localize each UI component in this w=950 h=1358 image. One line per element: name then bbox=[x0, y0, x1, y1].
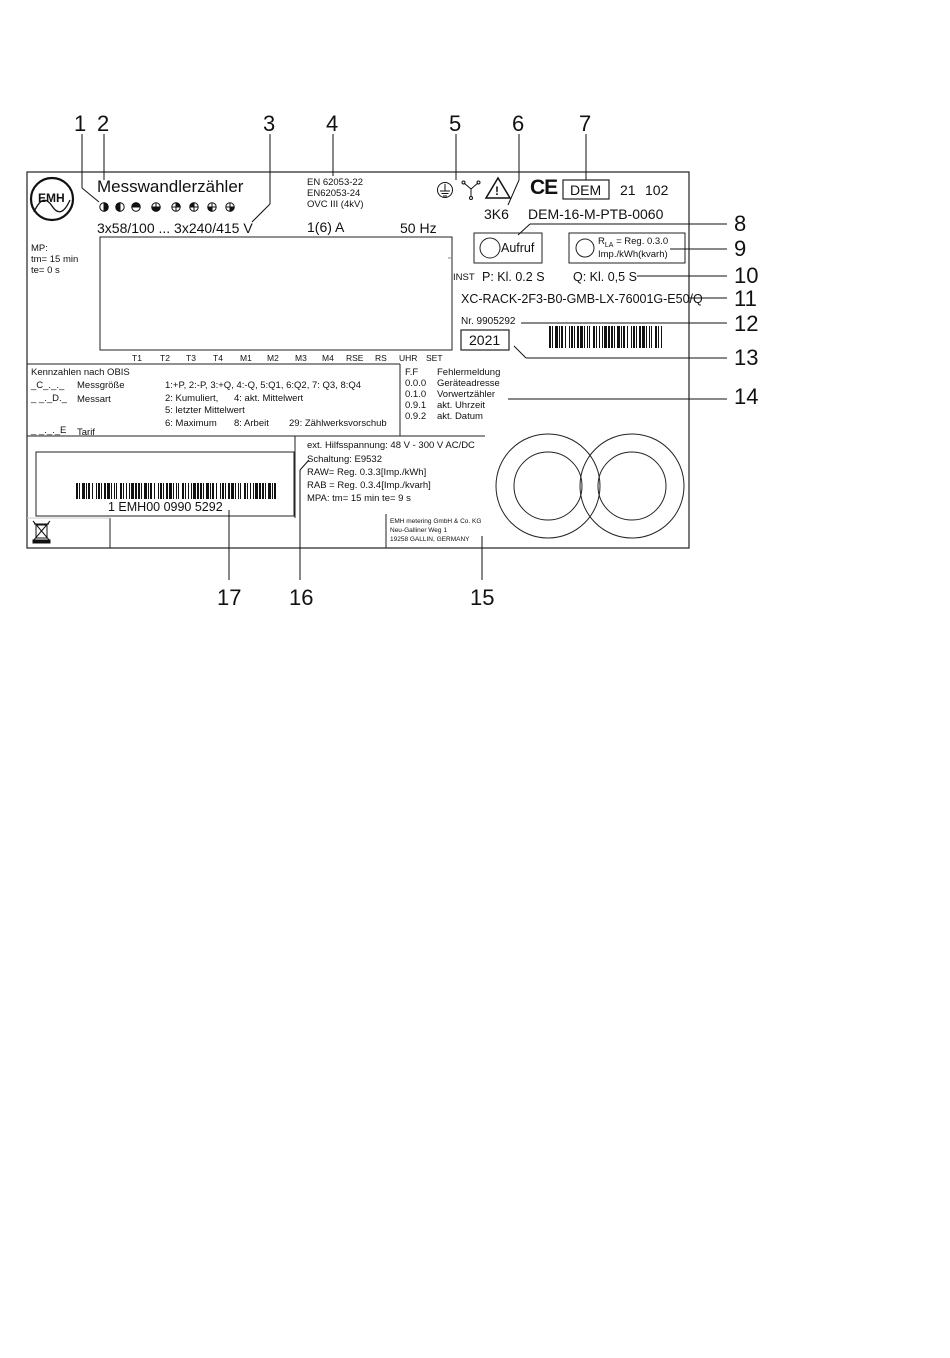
callout-13: 13 bbox=[734, 345, 759, 370]
tariff-label: M1 bbox=[240, 353, 252, 363]
obis-line-1: 1:+P, 2:-P, 3:+Q, 4:-Q, 5:Q1, 6:Q2, 7: Q3, 8:Q4 bbox=[165, 380, 362, 391]
callout-1: 1 bbox=[74, 111, 87, 136]
code-010: 0.1.0 bbox=[405, 389, 427, 400]
tariff-label: SET bbox=[426, 353, 443, 363]
aux-raw: RAW= Reg. 0.3.3[Imp./kWh] bbox=[307, 467, 427, 478]
callout-4: 4 bbox=[326, 111, 339, 136]
obis-header: Kennzahlen nach OBIS bbox=[31, 367, 130, 378]
obis-line-4a: 6: Maximum bbox=[165, 418, 217, 429]
tariff-label: UHR bbox=[399, 353, 418, 363]
callout-6: 6 bbox=[512, 111, 525, 136]
code-091-desc: akt. Uhrzeit bbox=[437, 400, 486, 411]
earth-ground-icon bbox=[438, 183, 453, 198]
mp-te: te= 0 s bbox=[31, 265, 60, 276]
callout-2: 2 bbox=[97, 111, 110, 136]
big-barcode-icon bbox=[76, 483, 276, 499]
tariff-label: M3 bbox=[295, 353, 307, 363]
manufacturer-line-2: Neu-Galliner Weg 1 bbox=[390, 527, 447, 534]
obis-line-2b: 4: akt. Mittelwert bbox=[234, 393, 304, 404]
aux-mpa: MPA: tm= 15 min te= 9 s bbox=[307, 493, 411, 504]
barcode-text: 1 EMH00 0990 5292 bbox=[108, 500, 223, 514]
code-ff-desc: Fehlermeldung bbox=[437, 367, 501, 378]
callout-11: 11 bbox=[734, 286, 757, 311]
ce-mark: CE bbox=[530, 176, 558, 199]
tariff-label: M4 bbox=[322, 353, 334, 363]
manufacture-year: 2021 bbox=[469, 332, 501, 348]
tariff-label: RS bbox=[375, 353, 387, 363]
callout-12: 12 bbox=[734, 311, 759, 336]
tariff-label: T4 bbox=[213, 353, 223, 363]
obis-c-code: _C_._._ bbox=[31, 380, 65, 391]
current-rating: 1(6) A bbox=[307, 219, 345, 235]
climate-class: 3K6 bbox=[484, 206, 509, 222]
code-010-desc: Vorwertzähler bbox=[437, 389, 496, 400]
tariff-label: T3 bbox=[186, 353, 196, 363]
approval-id: DEM-16-M-PTB-0060 bbox=[528, 206, 664, 222]
callout-7: 7 bbox=[579, 111, 592, 136]
callout-10: 10 bbox=[734, 263, 759, 288]
mp-label: MP: bbox=[31, 243, 48, 254]
code-000: 0.0.0 bbox=[405, 378, 427, 389]
rla-label: $R_{LA}$ = Reg. 0.3.0 bbox=[598, 236, 669, 249]
code-092: 0.9.2 bbox=[405, 411, 427, 422]
standard-2: EN62053-24 bbox=[307, 188, 361, 199]
obis-d-code: _ _._D._ bbox=[31, 393, 67, 404]
callout-9: 9 bbox=[734, 236, 747, 261]
code-000-desc: Geräteadresse bbox=[437, 378, 500, 389]
code-091: 0.9.1 bbox=[405, 400, 427, 411]
manufacturer-line-3: 19258 GALLIN, GERMANY bbox=[390, 536, 470, 543]
obis-line-3: 5: letzter Mittelwert bbox=[165, 405, 245, 416]
callout-17: 17 bbox=[217, 585, 242, 610]
p-accuracy-class: P: Kl. 0.2 S bbox=[482, 270, 545, 284]
code-092-desc: akt. Datum bbox=[437, 411, 483, 422]
manufacturer-line-1: EMH metering GmbH & Co. KG bbox=[390, 518, 482, 525]
obis-line-2a: 2: Kumuliert, bbox=[165, 393, 219, 404]
tariff-label: RSE bbox=[346, 353, 364, 363]
warning-mark: ! bbox=[495, 184, 499, 198]
obis-line-4b: 8: Arbeit bbox=[234, 418, 269, 429]
q-accuracy-class: Q: Kl. 0,5 S bbox=[573, 270, 637, 284]
weee-bin-icon bbox=[33, 521, 50, 543]
meter-title: Messwandlerzähler bbox=[97, 177, 244, 196]
obis-c-label: Messgröße bbox=[77, 380, 125, 391]
tariff-label: T2 bbox=[160, 353, 170, 363]
aux-circuit: Schaltung: E9532 bbox=[307, 454, 383, 465]
aux-rab: RAB = Reg. 0.3.4[Imp./kvarh] bbox=[307, 480, 431, 491]
obis-e-code: _ _._._E bbox=[31, 425, 67, 436]
approval-dem: DEM bbox=[570, 182, 602, 198]
small-barcode-icon bbox=[549, 326, 662, 348]
mp-tm: tm= 15 min bbox=[31, 254, 79, 265]
phase-symbols-icon bbox=[100, 203, 234, 211]
approval-number: 102 bbox=[645, 182, 669, 198]
standard-3: OVC III (4kV) bbox=[307, 199, 364, 210]
star-connection-icon bbox=[462, 181, 480, 200]
optical-port-right bbox=[580, 434, 684, 538]
type-code: XC-RACK-2F3-B0-GMB-LX-76001G-E50/Q bbox=[461, 292, 703, 306]
display-window bbox=[100, 237, 452, 350]
callout-15: 15 bbox=[470, 585, 495, 610]
callout-16: 16 bbox=[289, 585, 314, 610]
aufruf-button[interactable]: Aufruf bbox=[501, 241, 535, 255]
approval-year: 21 bbox=[620, 182, 636, 198]
standard-1: EN 62053-22 bbox=[307, 177, 363, 188]
code-ff: F.F bbox=[405, 367, 419, 378]
obis-d-label: Messart bbox=[77, 394, 111, 405]
rla-unit: Imp./kWh(kvarh) bbox=[598, 249, 668, 260]
inst-label: INST bbox=[453, 272, 475, 283]
obis-line-4c: 29: Zählwerksvorschub bbox=[289, 418, 387, 429]
optical-port-left bbox=[496, 434, 600, 538]
aux-supply: ext. Hilfsspannung: 48 V - 300 V AC/DC bbox=[307, 440, 475, 451]
obis-e-label: Tarif bbox=[77, 427, 95, 438]
callout-14: 14 bbox=[734, 384, 759, 409]
callout-5: 5 bbox=[449, 111, 462, 136]
voltage-rating: 3x58/100 ... 3x240/415 V bbox=[97, 220, 253, 236]
serial-number: Nr. 9905292 bbox=[461, 316, 516, 327]
tariff-label: T1 bbox=[132, 353, 142, 363]
emh-logo: EMH bbox=[38, 191, 65, 205]
callout-8: 8 bbox=[734, 211, 747, 236]
frequency: 50 Hz bbox=[400, 220, 437, 236]
tariff-label: M2 bbox=[267, 353, 279, 363]
callout-3: 3 bbox=[263, 111, 276, 136]
